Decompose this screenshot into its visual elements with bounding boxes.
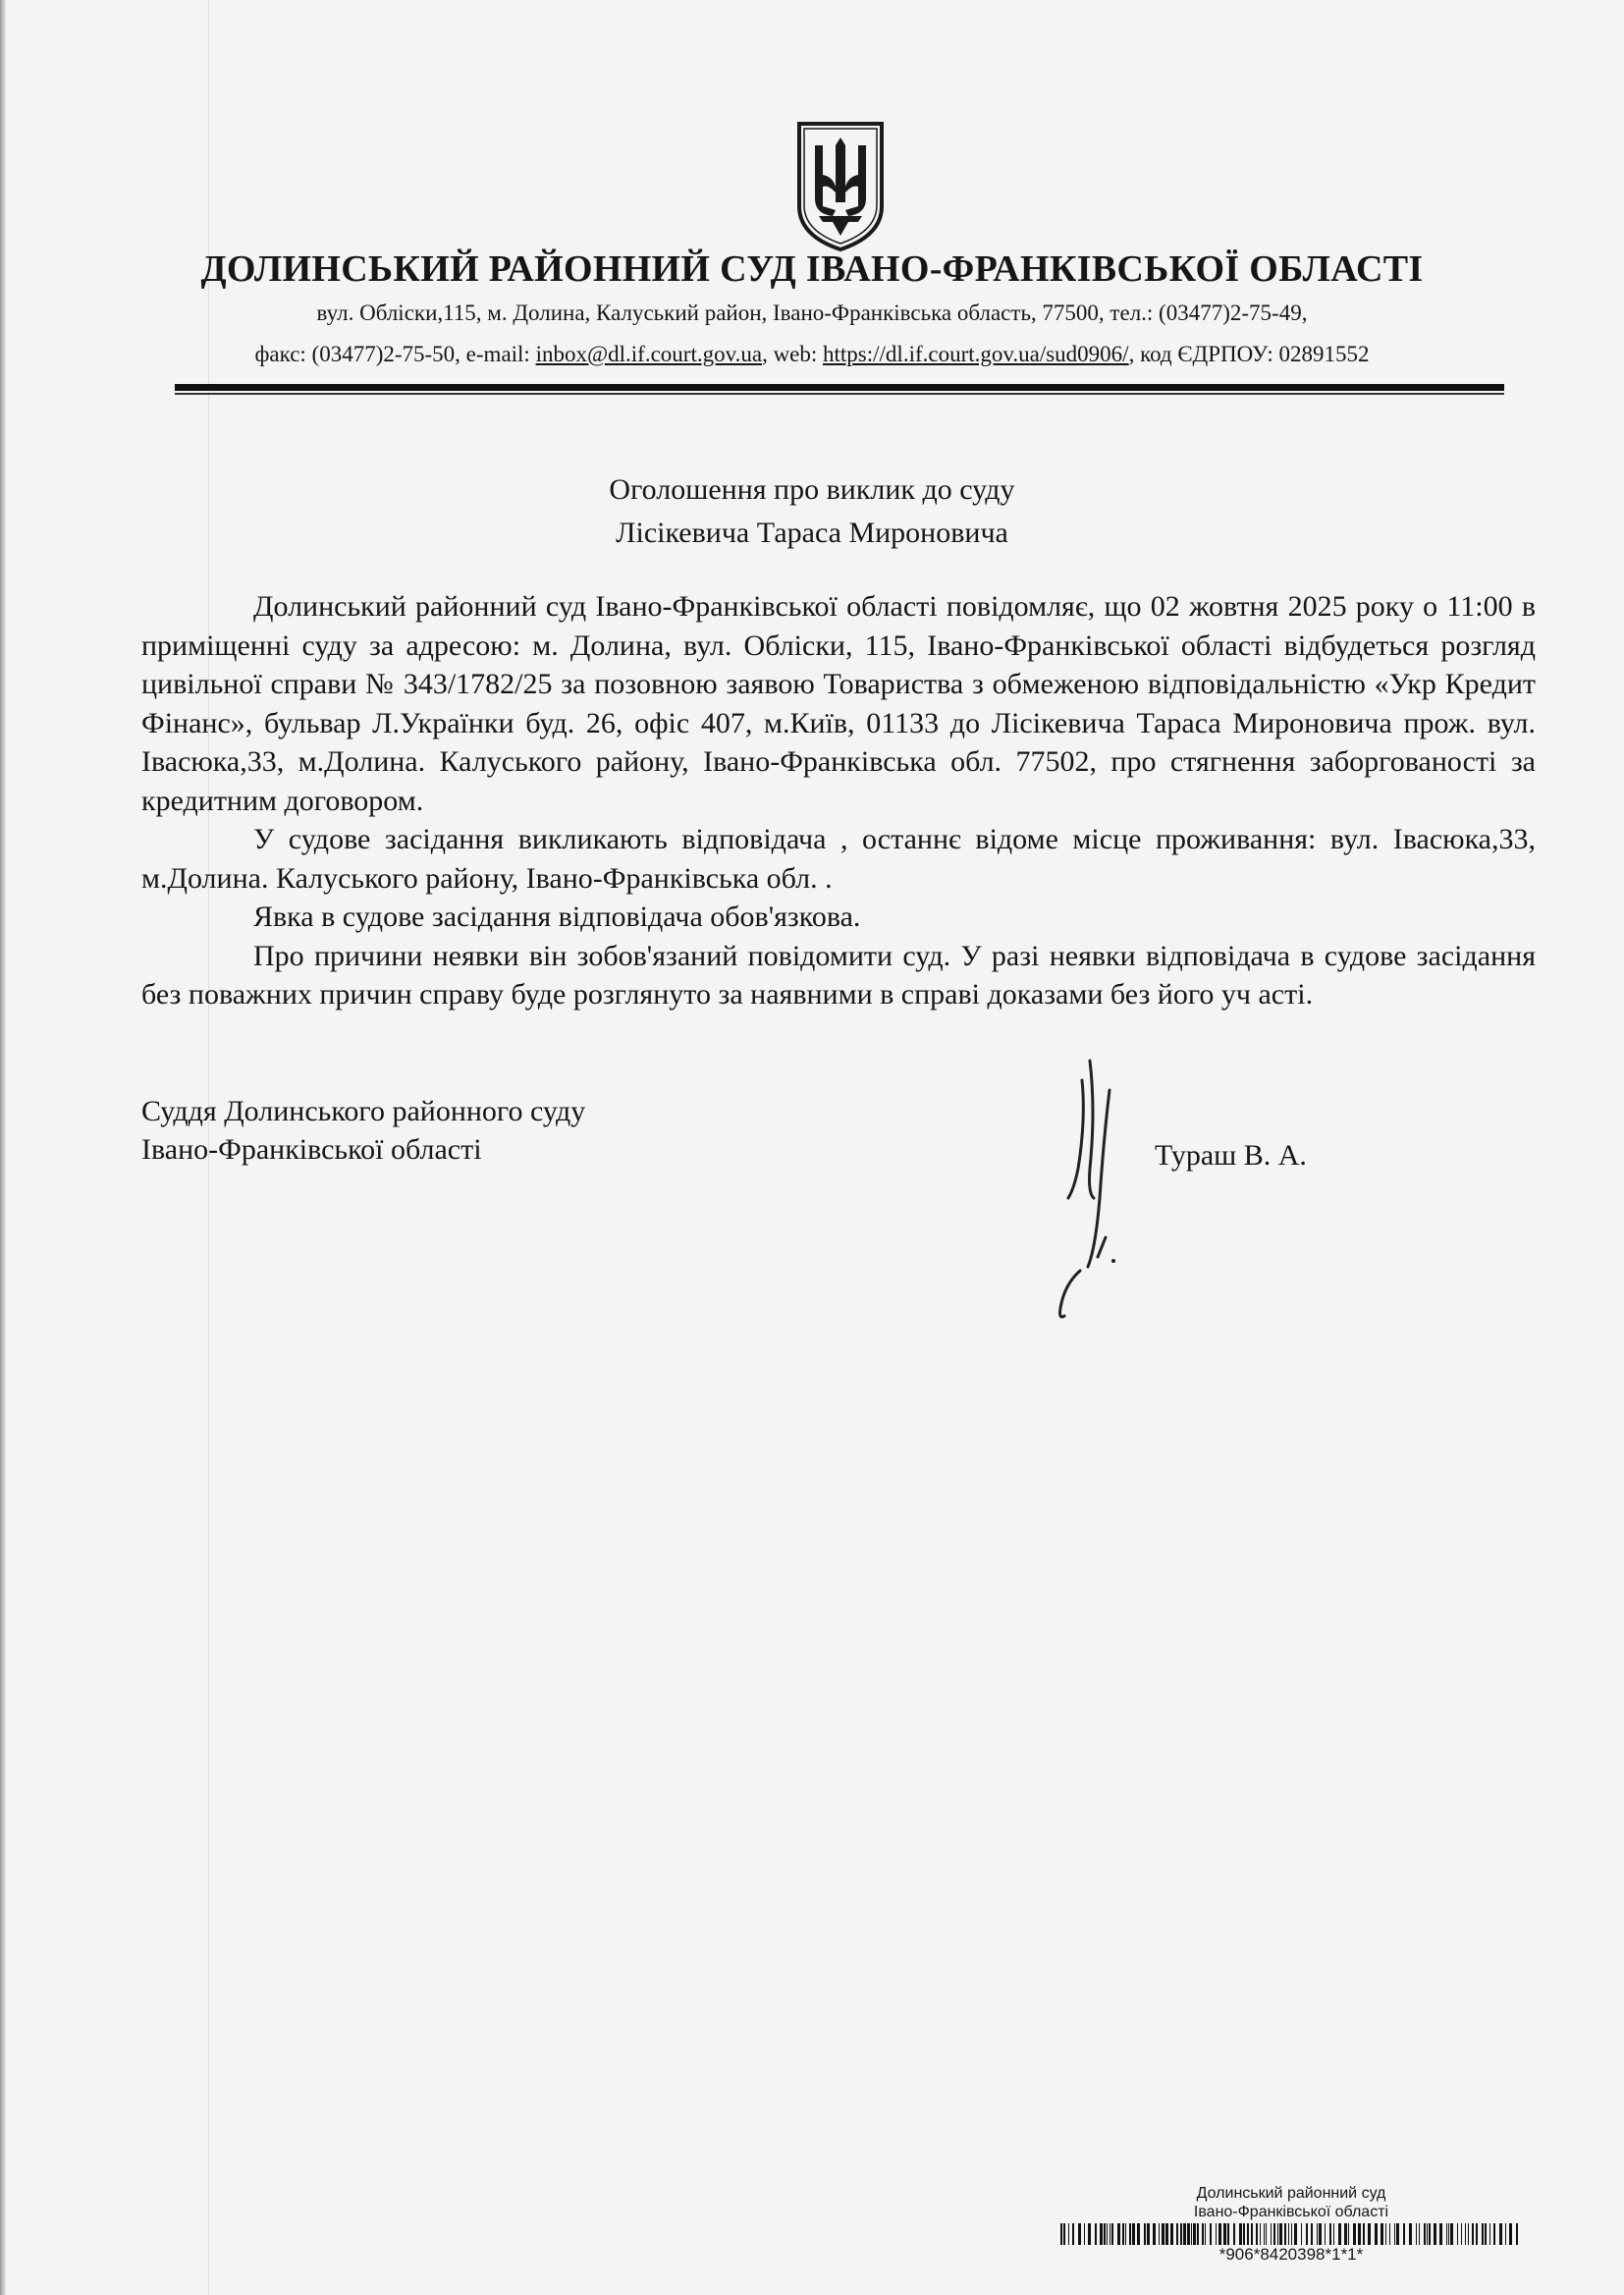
barcode-bar	[1107, 2223, 1108, 2245]
barcode-bar	[1125, 2223, 1126, 2245]
barcode-bar	[1180, 2223, 1182, 2245]
header-divider-thin	[175, 393, 1504, 395]
barcode-bar	[1176, 2223, 1178, 2245]
barcode-bar	[1104, 2223, 1106, 2245]
barcode-bar	[1485, 2223, 1487, 2245]
stamp-court-name: Долинський районний суд	[1196, 2185, 1386, 2202]
barcode-bar	[1084, 2223, 1085, 2245]
registration-stamp	[1060, 2184, 1522, 2264]
barcode-bar	[1273, 2223, 1275, 2245]
barcode-bar	[1060, 2223, 1062, 2245]
barcode-bar	[1389, 2223, 1390, 2245]
barcode-bar	[1439, 2223, 1442, 2245]
judge-title-line: Суддя Долинського районного суду	[141, 1095, 586, 1127]
barcode-graphic	[1060, 2223, 1522, 2245]
barcode-bar	[1465, 2223, 1466, 2245]
barcode-bar	[1468, 2223, 1469, 2245]
barcode-bar	[1409, 2223, 1412, 2245]
notice-person: Лісікевича Тараса Мироновича	[616, 517, 1008, 549]
barcode-bar	[1137, 2223, 1140, 2245]
barcode-bar	[1403, 2223, 1405, 2245]
barcode-bar	[1375, 2223, 1378, 2245]
barcode-bar	[1227, 2223, 1229, 2245]
barcode-bar	[1088, 2223, 1091, 2245]
judge-title	[141, 1092, 585, 1169]
barcode-bar	[1271, 2223, 1272, 2245]
barcode-bar	[1427, 2223, 1428, 2245]
barcode-bar	[1187, 2223, 1190, 2245]
barcode-bar	[1385, 2223, 1386, 2245]
barcode-bar	[1147, 2223, 1150, 2245]
barcode-bar	[1183, 2223, 1186, 2245]
judge-name: Тураш В. А.	[1155, 1139, 1307, 1172]
barcode-bar	[1311, 2223, 1313, 2245]
barcode-bar	[1394, 2223, 1395, 2245]
barcode-bar	[1193, 2223, 1196, 2245]
barcode-bar	[1191, 2223, 1192, 2245]
barcode-bar	[1063, 2223, 1065, 2245]
barcode-bar	[1319, 2223, 1322, 2245]
barcode-bar	[1448, 2223, 1449, 2245]
barcode-bar	[1197, 2223, 1199, 2245]
barcode-bar	[1353, 2223, 1356, 2245]
barcode-bar	[1368, 2223, 1371, 2245]
notice-body	[141, 587, 1536, 1014]
barcode-bar	[1223, 2223, 1226, 2245]
handwritten-signature	[1031, 1051, 1159, 1345]
barcode-bar	[1111, 2223, 1113, 2245]
barcode-bar	[1256, 2223, 1258, 2245]
barcode-bar	[1100, 2223, 1103, 2245]
barcode-bar	[1424, 2223, 1426, 2245]
barcode-bar	[1170, 2223, 1173, 2245]
web-link[interactable]: https://dl.if.court.gov.ua/sud0906/	[823, 342, 1129, 366]
coat-of-arms-trident-icon	[793, 116, 888, 253]
barcode-bar	[1260, 2223, 1261, 2245]
barcode-bar	[1306, 2223, 1308, 2245]
barcode-bar	[1325, 2223, 1326, 2245]
barcode-bar	[1247, 2223, 1249, 2245]
barcode-bar	[1117, 2223, 1120, 2245]
barcode-bar	[1505, 2223, 1506, 2245]
barcode-bar	[1233, 2223, 1235, 2245]
barcode-bar	[1162, 2223, 1164, 2245]
paragraph: У судове засідання викликають відповідача , останнє відоме місце проживання: вул. Івасюка,33, м.Долина. Калуського району, Івано-Франківська обл. .	[141, 823, 1536, 895]
stamp-region: Івано-Франківської області	[1193, 2204, 1389, 2220]
barcode-bar	[1216, 2223, 1217, 2245]
barcode-number: *906*8420398*1*1*	[1218, 2245, 1364, 2264]
barcode-bar	[1461, 2223, 1462, 2245]
barcode-bar	[1144, 2223, 1146, 2245]
barcode-bar	[1476, 2223, 1478, 2245]
barcode-bar	[1434, 2223, 1436, 2245]
barcode-bar	[1165, 2223, 1168, 2245]
barcode-bar	[1202, 2223, 1204, 2245]
barcode-bar	[1457, 2223, 1458, 2245]
barcode-bar	[1450, 2223, 1453, 2245]
barcode-bar	[1344, 2223, 1347, 2245]
barcode-bar	[1294, 2223, 1297, 2245]
web-label: , web:	[762, 342, 824, 366]
barcode-bar	[1095, 2223, 1097, 2245]
barcode-bar	[1338, 2223, 1341, 2245]
barcode-bar	[1078, 2223, 1081, 2245]
court-address: вул. Обліски,115, м. Долина, Калуський район, Івано-Франківська область, 77500, тел.: (03477)2-75-49,	[316, 301, 1308, 325]
notice-title: Оголошення про виклик до суду	[609, 473, 1015, 506]
barcode-bar	[1482, 2223, 1484, 2245]
barcode-bar	[1493, 2223, 1495, 2245]
barcode-bar	[1159, 2223, 1160, 2245]
barcode-bar	[1489, 2223, 1490, 2245]
barcode-bar	[1429, 2223, 1431, 2245]
barcode-bar	[1416, 2223, 1417, 2245]
barcode-bar	[1122, 2223, 1124, 2245]
barcode-bar	[1348, 2223, 1349, 2245]
paragraph: Про причини неявки він зобов'язаний повідомити суд. У разі неявки відповідача в судове засідання без поважних причин справу буде розглянуто за наявними в справі доказами без його уч асті.	[141, 939, 1536, 1011]
paragraph: Долинський районний суд Івано-Франківської області повідомляє, що 02 жовтня 2025 року о 11:00 в приміщенні суду за адресою: м. Долина, вул. Обліски, 115, Івано-Франківської області відбудеться розгляд цивільної справи № 343/1782/25 за позовною заявою Товариства з обмеженою відповідальністю «Укр Кредит Фінанс», бульвар Л.Українки буд. 26, офіс 407, м.Київ, 01133 до Лісікевича Тараса Мироновича прож. вул. Івасюка,33, м.Долина. Калуського району, Івано-Франківська обл. 77502, про стягнення заборгованості за кредитним договором.	[141, 590, 1536, 817]
barcode-bar	[1419, 2223, 1420, 2245]
barcode-bar	[1329, 2223, 1331, 2245]
barcode-bar	[1132, 2223, 1135, 2245]
barcode-bar	[1284, 2223, 1286, 2245]
barcode-bar	[1380, 2223, 1383, 2245]
barcode-bar	[1153, 2223, 1156, 2245]
barcode-bar	[1396, 2223, 1399, 2245]
barcode-bar	[1291, 2223, 1292, 2245]
barcode-bar	[1210, 2223, 1212, 2245]
barcode-bar	[1072, 2223, 1074, 2245]
barcode-bar	[1243, 2223, 1245, 2245]
barcode-bar	[1516, 2223, 1518, 2245]
email-link[interactable]: inbox@dl.if.court.gov.ua	[535, 342, 763, 366]
barcode-bar	[1472, 2223, 1474, 2245]
barcode-bar	[1509, 2223, 1512, 2245]
barcode-bar	[1446, 2223, 1447, 2245]
barcode-bar	[1363, 2223, 1365, 2245]
barcode-bar	[1277, 2223, 1278, 2245]
barcode-bar	[1279, 2223, 1282, 2245]
barcode-bar	[1358, 2223, 1361, 2245]
barcode-bar	[1251, 2223, 1253, 2245]
barcode-bar	[1266, 2223, 1267, 2245]
barcode-bar	[1068, 2223, 1069, 2245]
fax-label: факс: (03477)2-75-50, e-mail:	[254, 342, 536, 366]
barcode-bar	[1288, 2223, 1289, 2245]
barcode-bar	[1264, 2223, 1265, 2245]
barcode-bar	[1301, 2223, 1302, 2245]
edrpou-code: , код ЄДРПОУ: 02891552	[1128, 342, 1370, 366]
header-divider	[175, 384, 1504, 391]
barcode-bar	[1317, 2223, 1318, 2245]
barcode-bar	[1129, 2223, 1131, 2245]
barcode-bar	[1205, 2223, 1206, 2245]
court-name: ДОЛИНСЬКИЙ РАЙОННИЙ СУД ІВАНО-ФРАНКІВСЬКОЇ ОБЛАСТІ	[200, 248, 1424, 290]
barcode-bar	[1218, 2223, 1221, 2245]
barcode-bar	[1239, 2223, 1242, 2245]
barcode-bar	[1333, 2223, 1334, 2245]
paragraph: Явка в судове засідання відповідача обов'язкова.	[253, 901, 861, 933]
judge-title-line: Івано-Франківської області	[141, 1133, 482, 1166]
court-contacts	[0, 342, 1624, 367]
barcode-bar	[1499, 2223, 1502, 2245]
